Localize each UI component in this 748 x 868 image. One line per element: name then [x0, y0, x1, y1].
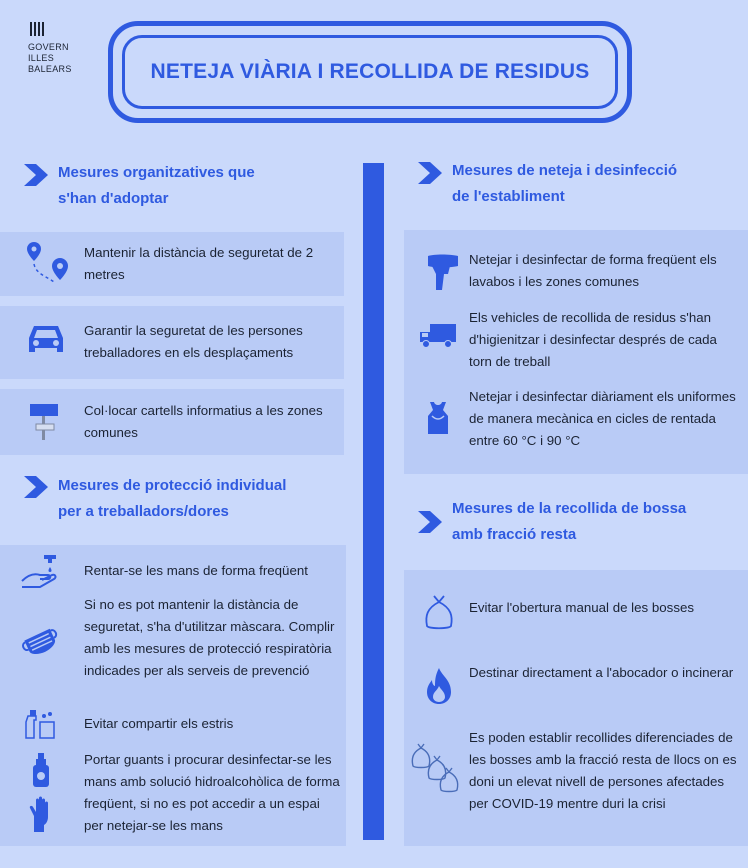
- cleaning-tools-icon: [24, 708, 58, 740]
- item-text: Evitar l'obertura manual de les bosses: [469, 600, 695, 615]
- logo-mark-icon: [30, 22, 98, 36]
- page-title: NETEJA VIÀRIA I RECOLLIDA DE RESIDUS: [150, 60, 590, 83]
- item-text: Portar guants i procurar desinfectar-se les mans amb solució hidroalcohòlica de forma freqüent, si no es pot accedir a un espai per netejar-se les mans: [84, 752, 340, 833]
- item-text: Els vehicles de recollida de residus s'han d'higienitzar i desinfectar després de cada torn de treball: [469, 310, 717, 369]
- section-heading-proteccio: Mesures de protecció individual per a treballadors/dores: [58, 477, 287, 520]
- chevron-right-icon: [418, 162, 444, 184]
- sanitizer-bottle-icon: [30, 751, 52, 789]
- section-heading-organitzatives: Mesures organitzatives que s'han d'adoptar: [58, 164, 255, 207]
- item-text: Netejar i desinfectar de forma freqüent els lavabos i les zones comunes: [469, 252, 717, 289]
- cleaning-hand-icon: [426, 252, 460, 292]
- item-text: Evitar compartir els estris: [84, 716, 234, 731]
- paint-roller-sign-icon: [28, 402, 62, 442]
- section-heading-neteja: Mesures de neteja i desinfecció de l'establiment: [452, 162, 678, 205]
- item-text: Si no es pot mantenir la distància de seguretat, s'ha d'utilitzar màscara. Complir amb les mesures de protecció respiratòria indicades per als serveis de prevenció: [84, 597, 335, 678]
- chevron-right-icon: [24, 164, 50, 186]
- chevron-right-icon: [418, 511, 444, 533]
- item-text: Rentar-se les mans de forma freqüent: [84, 563, 308, 578]
- garbage-bag-icon: [424, 594, 454, 630]
- uniform-icon: [424, 400, 452, 436]
- item-text: Garantir la seguretat de les persones treballadores en els desplaçaments: [84, 323, 303, 360]
- logo-text: GOVERN ILLES BALEARS: [28, 42, 72, 74]
- face-mask-icon: [20, 624, 60, 658]
- item-text: Es poden establir recollides diferenciades de les bosses amb la fracció resta de llocs on es doni un elevat nivell de persones afectades per COVID-19 mentre duri la crisi: [469, 730, 737, 811]
- center-divider: [363, 163, 384, 840]
- fire-icon: [422, 666, 456, 706]
- hand-wash-icon: [20, 553, 58, 589]
- car-icon: [26, 322, 66, 358]
- section-heading-bossa: Mesures de la recollida de bossa amb fracció resta: [452, 500, 687, 543]
- glove-icon: [28, 796, 54, 834]
- truck-icon: [418, 322, 458, 350]
- item-text: Mantenir la distància de seguretat de 2 metres: [84, 245, 314, 282]
- garbage-bags-icon: [410, 742, 462, 800]
- govern-illes-balears-logo: [28, 22, 98, 75]
- item-text: Netejar i desinfectar diàriament els uniformes de manera mecànica en cicles de rentada entre 60 °C i 90 °C: [469, 389, 736, 448]
- item-text: Destinar directament a l'abocador o incinerar: [469, 665, 734, 680]
- map-route-icon: [26, 240, 70, 286]
- item-text: Col·locar cartells informatius a les zones comunes: [84, 403, 323, 440]
- title-banner: [108, 21, 632, 123]
- chevron-right-icon: [24, 476, 50, 498]
